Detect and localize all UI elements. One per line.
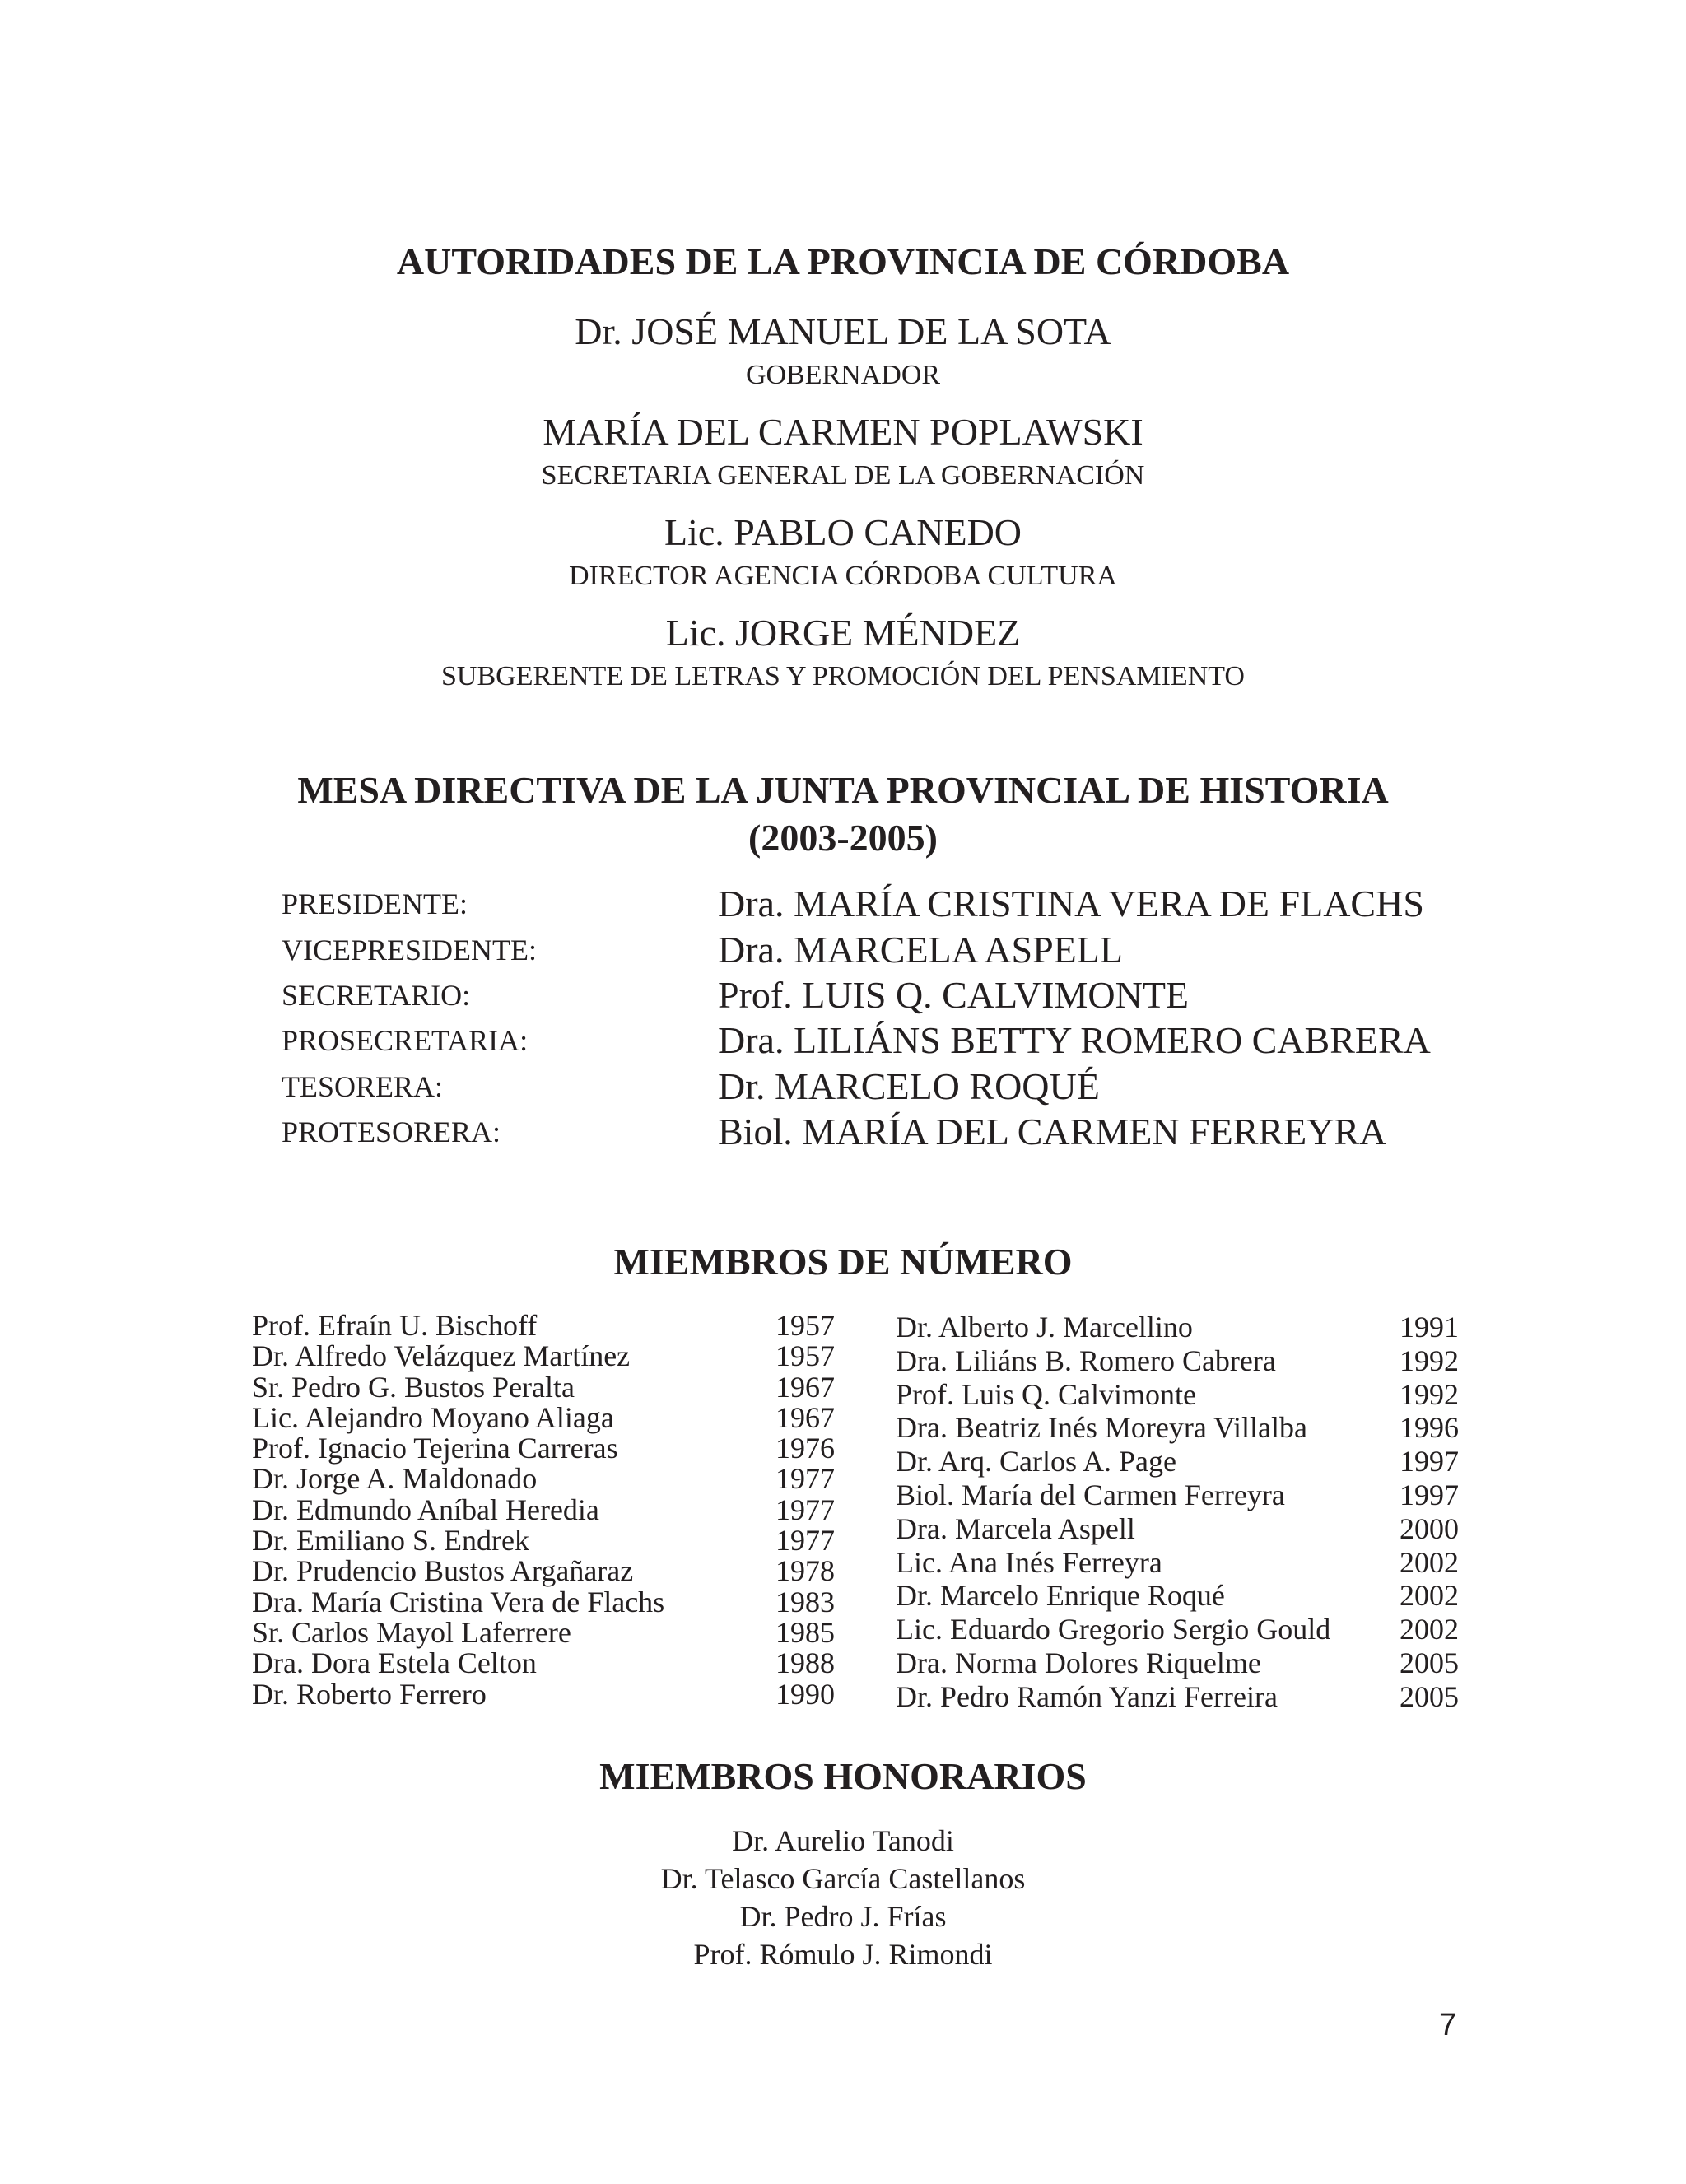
member-row (896, 1680, 1459, 1714)
member-year: 2002 (1400, 1613, 1459, 1646)
members-right-column (896, 1311, 1459, 1714)
member-row (252, 1433, 835, 1464)
member-name: Dr. Pedro Ramón Yanzi Ferreira (896, 1679, 1278, 1713)
member-name: Dra. Beatriz Inés Moreyra Villalba (896, 1411, 1307, 1445)
mesa-role: PRESIDENTE: (282, 887, 468, 920)
authority-role: GOBERNADOR (745, 360, 941, 390)
member-year: 1977 (775, 1462, 835, 1496)
mesa-name: Biol. MARÍA DEL CARMEN FERREYRA (718, 1111, 1387, 1153)
member-name: Dra. Dora Estela Celton (252, 1646, 537, 1680)
member-year: 1996 (1400, 1411, 1459, 1445)
member-row (896, 1311, 1459, 1344)
mesa-name: Dra. MARÍA CRISTINA VERA DE FLACHS (718, 882, 1424, 924)
member-row (896, 1479, 1459, 1512)
member-name: Dr. Arq. Carlos A. Page (896, 1445, 1176, 1479)
mesa-row (0, 1109, 1686, 1155)
member-row (252, 1464, 835, 1494)
mesa-role: PROSECRETARIA: (282, 1024, 529, 1057)
mesa-row (0, 972, 1686, 1018)
mesa-row (0, 1064, 1686, 1110)
authority-name: MARÍA DEL CARMEN POPLAWSKI (543, 411, 1143, 453)
authority-role: SECRETARIA GENERAL DE LA GOBERNACIÓN (541, 460, 1145, 491)
member-row (252, 1400, 835, 1434)
mesa-role: TESORERA: (282, 1070, 444, 1103)
member-name: Dr. Marcelo Enrique Roqué (896, 1579, 1225, 1613)
member-year: 2002 (1400, 1545, 1459, 1579)
member-row (252, 1648, 835, 1679)
authority-role: DIRECTOR AGENCIA CÓRDOBA CULTURA (569, 561, 1117, 591)
mesa-name: Dra. MARCELA ASPELL (718, 929, 1123, 971)
member-name: Prof. Ignacio Tejerina Carreras (252, 1432, 618, 1465)
mesa-role: PROTESORERA: (282, 1115, 501, 1148)
member-year: 1985 (775, 1615, 835, 1649)
member-name: Dr. Prudencio Bustos Argañaraz (252, 1554, 634, 1588)
authority-name: Lic. PABLO CANEDO (664, 511, 1022, 553)
member-name: Lic. Ana Inés Ferreyra (896, 1545, 1162, 1579)
member-row (252, 1587, 835, 1618)
member-name: Sr. Pedro G. Bustos Peralta (252, 1370, 575, 1404)
member-name: Dr. Alfredo Velázquez Martínez (252, 1339, 631, 1373)
miembros-numero-title: MIEMBROS DE NÚMERO (613, 1241, 1073, 1283)
member-row (896, 1646, 1459, 1680)
mesa-name: Prof. LUIS Q. CALVIMONTE (718, 974, 1190, 1016)
member-name: Lic. Alejandro Moyano Aliaga (252, 1400, 614, 1434)
member-year: 1977 (775, 1524, 835, 1558)
member-year: 1957 (775, 1339, 835, 1373)
authority-name: Lic. JORGE MÉNDEZ (665, 612, 1021, 654)
member-year: 1967 (775, 1370, 835, 1404)
member-name: Dr. Alberto J. Marcellino (896, 1311, 1193, 1343)
member-name: Prof. Luis Q. Calvimonte (896, 1377, 1196, 1411)
mesa-row (0, 1017, 1686, 1064)
member-row (252, 1556, 835, 1586)
member-row (252, 1341, 835, 1371)
member-row (896, 1378, 1459, 1412)
member-year: 1977 (775, 1492, 835, 1526)
member-name: Dra. Liliáns B. Romero Cabrera (896, 1343, 1276, 1377)
member-name: Dra. Norma Dolores Riquelme (896, 1646, 1261, 1679)
member-row (252, 1679, 835, 1710)
member-row (896, 1411, 1459, 1445)
member-year: 2002 (1400, 1579, 1459, 1613)
member-year: 1967 (775, 1400, 835, 1434)
member-row (896, 1512, 1459, 1546)
honorary-member: Dr. Telasco García Castellanos (660, 1862, 1026, 1895)
mesa-row (0, 881, 1686, 927)
authority-name: Dr. JOSÉ MANUEL DE LA SOTA (575, 310, 1111, 352)
member-row (252, 1525, 835, 1556)
mesa-role: SECRETARIO: (282, 979, 471, 1012)
member-row (896, 1546, 1459, 1580)
member-name: Dr. Roberto Ferrero (252, 1677, 487, 1711)
honorary-member: Prof. Rómulo J. Rimondi (693, 1938, 993, 1971)
member-row (896, 1445, 1459, 1479)
member-row (252, 1372, 835, 1403)
member-row (252, 1311, 835, 1341)
mesa-title: MESA DIRECTIVA DE LA JUNTA PROVINCIAL DE HISTORIA (297, 769, 1389, 811)
member-year: 1957 (775, 1309, 835, 1342)
member-name: Dr. Jorge A. Maldonado (252, 1462, 538, 1496)
member-year: 1990 (775, 1677, 835, 1711)
member-name: Sr. Carlos Mayol Laferrere (252, 1615, 571, 1649)
member-name: Prof. Efraín U. Bischoff (252, 1309, 538, 1342)
member-row (896, 1579, 1459, 1613)
member-row (896, 1344, 1459, 1378)
member-row (896, 1613, 1459, 1646)
member-name: Lic. Eduardo Gregorio Sergio Gould (896, 1613, 1331, 1646)
member-year: 1988 (775, 1646, 835, 1680)
member-year: 1978 (775, 1554, 835, 1588)
honorary-member: Dr. Pedro J. Frías (739, 1900, 947, 1933)
member-year: 1992 (1400, 1377, 1459, 1411)
member-year: 2005 (1400, 1679, 1459, 1713)
page-number: 7 (1439, 2008, 1457, 2042)
mesa-name: Dr. MARCELO ROQUÉ (718, 1065, 1100, 1107)
miembros-honorarios-title: MIEMBROS HONORARIOS (599, 1755, 1087, 1797)
member-name: Dr. Edmundo Aníbal Heredia (252, 1492, 599, 1526)
member-name: Dra. María Cristina Vera de Flachs (252, 1585, 665, 1618)
mesa-row (0, 927, 1686, 973)
member-row (252, 1492, 835, 1526)
member-year: 1976 (775, 1432, 835, 1465)
member-year: 1997 (1400, 1478, 1459, 1511)
member-year: 1983 (775, 1585, 835, 1618)
member-name: Biol. María del Carmen Ferreyra (896, 1478, 1285, 1511)
mesa-role: VICEPRESIDENTE: (282, 934, 537, 966)
honorary-member: Dr. Aurelio Tanodi (732, 1824, 954, 1857)
autoridades-title: AUTORIDADES DE LA PROVINCIA DE CÓRDOBA (396, 240, 1290, 282)
member-year: 2000 (1400, 1511, 1459, 1545)
mesa-period: (2003-2005) (748, 817, 938, 859)
member-name: Dra. Marcela Aspell (896, 1511, 1135, 1545)
mesa-name: Dra. LILIÁNS BETTY ROMERO CABRERA (718, 1019, 1431, 1061)
member-year: 1997 (1400, 1445, 1459, 1479)
member-year: 1992 (1400, 1343, 1459, 1377)
members-left-column (252, 1311, 835, 1710)
member-year: 1991 (1400, 1311, 1459, 1343)
member-row (252, 1615, 835, 1649)
member-name: Dr. Emiliano S. Endrek (252, 1524, 529, 1558)
authority-role: SUBGERENTE DE LETRAS Y PROMOCIÓN DEL PENSAMIENTO (441, 661, 1245, 692)
member-year: 2005 (1400, 1646, 1459, 1679)
